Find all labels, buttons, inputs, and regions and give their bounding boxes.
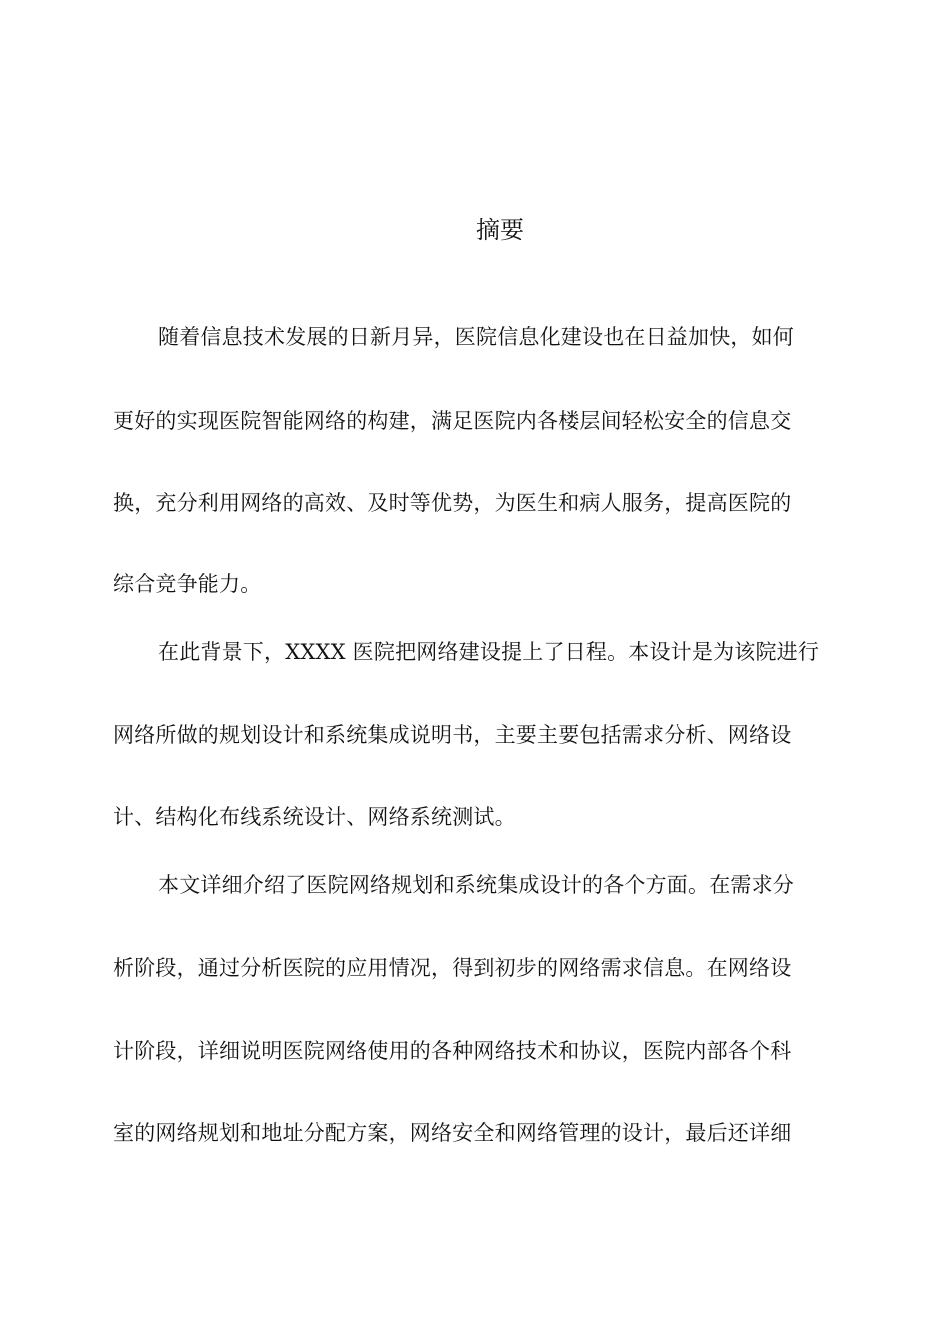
paragraph-line: 换，充分利用网络的高效、及时等优势，为医生和病人服务，提高医院的 bbox=[113, 491, 792, 515]
paragraph-line: 随着信息技术发展的日新月异，医院信息化建设也在日益加快，如何 bbox=[158, 325, 794, 349]
paragraph-line: 综合竞争能力。 bbox=[113, 572, 262, 596]
paragraph-line: 本文详细介绍了医院网络规划和系统集成设计的各个方面。在需求分 bbox=[158, 873, 794, 897]
page-title: 摘要 bbox=[476, 216, 524, 244]
paragraph-line: 更好的实现医院智能网络的构建，满足医院内各楼层间轻松安全的信息交 bbox=[113, 409, 792, 433]
paragraph-line: 网络所做的规划设计和系统集成说明书，主要主要包括需求分析、网络设 bbox=[113, 723, 792, 747]
paragraph-line: 在此背景下，XXXX 医院把网络建设提上了日程。本设计是为该院进行 bbox=[158, 640, 820, 664]
paragraph-line: 析阶段，通过分析医院的应用情况，得到初步的网络需求信息。在网络设 bbox=[113, 956, 792, 980]
paragraph-line: 计、结构化布线系统设计、网络系统测试。 bbox=[113, 805, 516, 829]
paragraph-line: 计阶段，详细说明医院网络使用的各种网络技术和协议，医院内部各个科 bbox=[113, 1039, 792, 1063]
paragraph-line: 室的网络规划和地址分配方案，网络安全和网络管理的设计，最后还详细 bbox=[113, 1121, 792, 1145]
